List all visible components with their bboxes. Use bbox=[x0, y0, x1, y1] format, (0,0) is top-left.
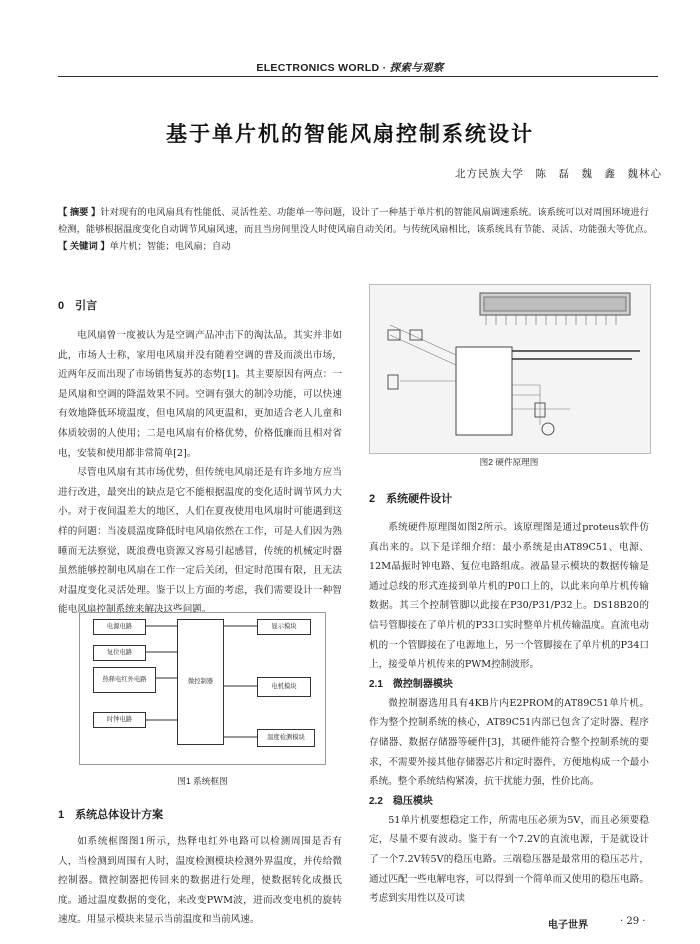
subsection-2-1-heading: 2.1 微控制器模块 bbox=[369, 678, 453, 690]
journal-header bbox=[0, 60, 700, 75]
section-0-heading: 0 引言 bbox=[58, 300, 98, 312]
clock-circuit-block: 时钟电路 bbox=[93, 712, 146, 728]
section-0-body bbox=[58, 326, 342, 620]
pir-circuit-block: 热释电红外电路 bbox=[93, 667, 156, 693]
section-1-para-1: 如系统框图图1所示，热释电红外电路可以检测周围是否有人，当检测到周围有人时，温度检测模块检测外界温度，并传给微控制器。微控制器把传回来的数据进行处理，使数据转化成摄氏度。通过温度数据的变化，来改变PWM波，进而改变电机的旋转速度。用显示模块来显示当前温度和当前风速。 bbox=[58, 836, 342, 926]
page-number: · 29 · bbox=[620, 916, 646, 927]
journal-brand: ELECTRONICS WORLD bbox=[256, 62, 380, 74]
figure-2-schematic bbox=[369, 284, 651, 454]
temp-detect-block: 温度检测模块 bbox=[257, 729, 315, 747]
section-0-para-1: 电风扇曾一度被认为是空调产品冲击下的淘汰品，其实并非如此，市场人士称，家用电风扇并没有随着空调的普及而淡出市场，近两年反而出现了市场销售复苏的态势[1]。其主要原因有两点：一是风扇和空调的降温效果不同。空调有强大的制冷功能，可以快速有效地降低环境温度，但电风扇的风更温和，更加适合老人儿童和体质较弱的人使用；二是电风扇有价格优势，价格低廉而且相对省电，安装和使用都非常简单[2]。 bbox=[58, 330, 342, 459]
display-module-block: 显示模块 bbox=[257, 619, 311, 635]
schematic-drawing bbox=[370, 285, 650, 453]
abstract-text: 针对现有的电风扇具有性能低、灵活性差、功能单一等问题，设计了一种基于单片机的智能风扇调速系统。该系统可以对周围环境进行检测，能够根据温度变化自动调节风扇风速，而且当房间里没人时使风扇自动关闭。与传统风扇相比，该系统具有节能、灵活、功能强大等优点。 bbox=[58, 207, 654, 235]
keywords-text: 单片机；智能；电风扇；自动 bbox=[109, 241, 231, 252]
header-rule bbox=[58, 76, 658, 77]
abstract-block bbox=[58, 204, 658, 256]
section-1-heading: 1 系统总体设计方案 bbox=[58, 809, 164, 821]
power-circuit-block: 电源电路 bbox=[93, 619, 146, 635]
authors: 北方民族大学 陈 磊 魏 鑫 魏林心 bbox=[455, 168, 662, 180]
subsection-2-2-para: 51单片机要想稳定工作，所需电压必须为5V，而且必须要稳定，尽量不要有波动。鉴于有一个7.2V的直流电源，于是就设计了一个7.2V转5V的稳压电路。三端稳压器是最常用的稳压芯片，通过匹配一些电解电容，可以得到一个简单而又使用的稳压电路。考虑到实用性以及可读 bbox=[369, 814, 649, 905]
reset-circuit-block: 复位电路 bbox=[93, 645, 146, 661]
header-separator: · bbox=[382, 62, 387, 74]
mcu-block: 微控制器 bbox=[177, 619, 224, 745]
journal-section: 探索与观察 bbox=[389, 62, 444, 74]
paper-title: 基于单片机的智能风扇控制系统设计 bbox=[166, 122, 534, 146]
section-2-para-1: 系统硬件原理图如图2所示。该原理图是通过proteus软件仿真出来的。以下是详细介绍：最小系统是由AT89C51、电源、12M晶振时钟电路、复位电路组成。液晶显示模块的数据传输是通过总线的形式连接到单片机的P0口上的，以此来向单片机传输数据。其三个控制管脚以此接在P30/P31/P32上。DS18B20的信号管脚接在了单片机的P33口实时整单片机传输温度。直流电动机的一个管脚接在了电源地上，另一个管脚接在了单片机的P34口上，接受单片机传来的PWM控制波形。 bbox=[369, 522, 649, 671]
figure-1-block-diagram bbox=[79, 612, 326, 765]
abstract-label: 【 摘要 】 bbox=[58, 207, 101, 217]
section-1-body bbox=[58, 832, 342, 930]
footer-journal-mark: 电子世界 bbox=[548, 920, 588, 931]
figure-2-caption: 图2 硬件原理图 bbox=[479, 457, 539, 467]
section-2-body bbox=[369, 518, 649, 909]
subsection-2-1-para: 微控制器选用具有4KB片内E2PROM的AT89C51单片机。作为整个控制系统的核心，AT89C51内部已包含了定时器、程序存储器、数据存储器等硬件[3]，其硬件能符合整个控制系统的要求，不需要外接其他存储器芯片和定时器件，方便地构成一个最小系统。整个系统结构紧凑，抗干扰能力强，性价比高。 bbox=[369, 697, 649, 788]
keywords-label: 【 关键词 】 bbox=[58, 241, 110, 251]
section-0-para-2: 尽管电风扇有其市场优势，但传统电风扇还是有许多地方应当进行改进，最突出的缺点是它不能根据温度的变化适时调节风力大小。对于夜间温差大的地区，人们在夏夜使用电风扇时可能遇到这样的问题：当凌晨温度降低时电风扇依然在工作，可是人们因为熟睡而无法察觉，既浪费电资源又容易引起感冒，传统的机械定时器虽然能够控制电风扇在工作一定后关闭，但定时范围有限，且无法对温度变化灵活处理。鉴于以上方面的考虑，我们需要设计一种智能电风扇控制系统来解决这些问题。 bbox=[58, 467, 342, 616]
section-2-heading: 2 系统硬件设计 bbox=[369, 493, 453, 505]
figure-1-caption: 图1 系统框图 bbox=[177, 776, 228, 786]
subsection-2-2-heading: 2.2 稳压模块 bbox=[369, 795, 433, 807]
motor-module-block: 电机模块 bbox=[257, 677, 311, 697]
